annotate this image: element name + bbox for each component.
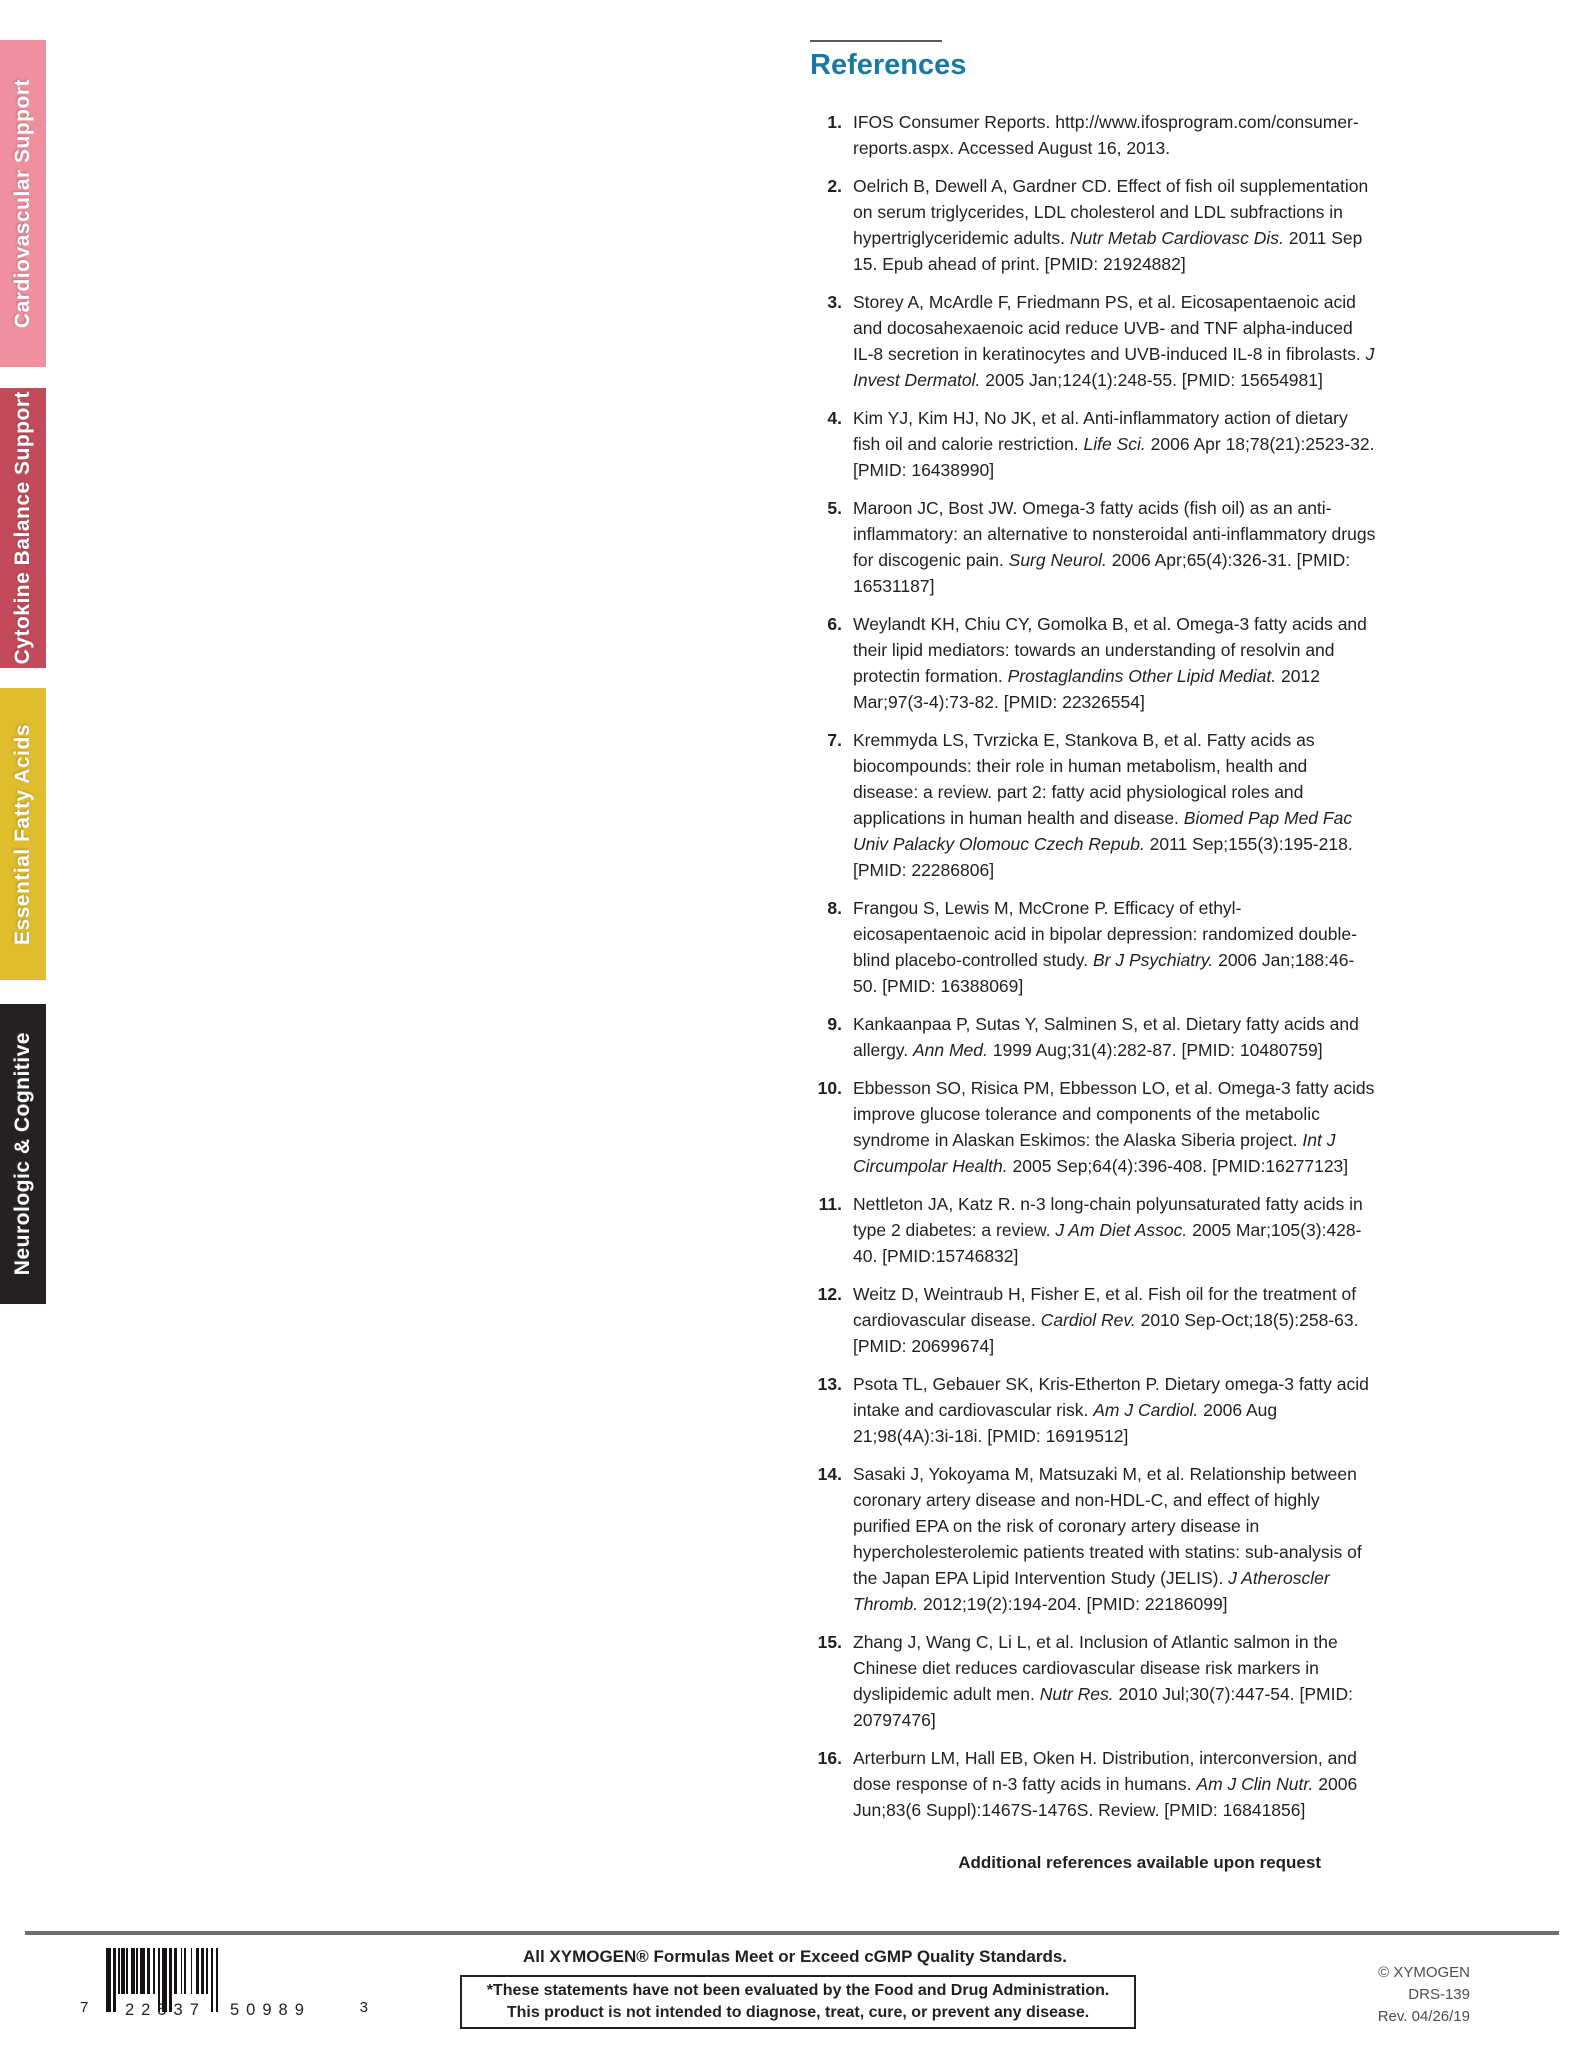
sidebar-tab-label: Cytokine Balance Support [11, 391, 34, 665]
reference-text: Sasaki J, Yokoyama M, Matsuzaki M, et al. Relationship between coronary artery disease and non-HDL-C, and effect of highly purified EPA on the risk of coronary artery disease in hypercholesterolemic patients treated with statins: sub-analysis of the Japan EPA Lipid Intervention Study (JELIS). J Atheroscler Thromb. 2012;19(2):194-204. [PMID: 22186099] [853, 1464, 1362, 1614]
reference-text: Ebbesson SO, Risica PM, Ebbesson LO, et al. Omega-3 fatty acids improve glucose tolerance and components of the metabolic syndrome in Alaskan Eskimos: the Alaska Siberia project. Int J Circumpolar Health. 2005 Sep;64(4):396-408. [PMID:16277123] [853, 1078, 1375, 1176]
reference-text: Weylandt KH, Chiu CY, Gomolka B, et al. Omega-3 fatty acids and their lipid mediators: towards an understanding of resolvin and protectin formation. Prostaglandins Other Lipid Mediat. 2012 Mar;97(3-4):73-82. [PMID: 22326554] [853, 614, 1367, 712]
reference-text: IFOS Consumer Reports. http://www.ifosprogram.com/consumer-reports.aspx. Accessed August 16, 2013. [853, 112, 1359, 158]
reference-text: Psota TL, Gebauer SK, Kris-Etherton P. Dietary omega-3 fatty acid intake and cardiovascular risk. Am J Cardiol. 2006 Aug 21;98(4A):3i-18i. [PMID: 16919512] [853, 1374, 1369, 1446]
reference-text: Oelrich B, Dewell A, Gardner CD. Effect of fish oil supplementation on serum triglycerides, LDL cholesterol and LDL subfractions in hypertriglyceridemic adults. Nutr Metab Cardiovasc Dis. 2011 Sep 15. Epub ahead of print. [PMID: 21924882] [853, 176, 1369, 274]
reference-text: Arterburn LM, Hall EB, Oken H. Distribution, interconversion, and dose response of n-3 fatty acids in humans. Am J Clin Nutr. 2006 Jun;83(6 Suppl):1467S-1476S. Review. [PMID: 16841856] [853, 1748, 1358, 1820]
reference-number: 3. [827, 292, 842, 312]
reference-text: Nettleton JA, Katz R. n-3 long-chain polyunsaturated fatty acids in type 2 diabetes: a review. J Am Diet Assoc. 2005 Mar;105(3):428-40. [PMID:15746832] [853, 1194, 1363, 1266]
barcode-left-digits: 22537 [125, 2001, 206, 2019]
reference-number: 1. [827, 112, 842, 132]
reference-number: 11. [818, 1194, 842, 1214]
reference-text: Maroon JC, Bost JW. Omega-3 fatty acids (fish oil) as an anti-inflammatory: an alternative to nonsteroidal anti-inflammatory drugs for discogenic pain. Surg Neurol. 2006 Apr;65(4):326-31. [PMID: 16531187] [853, 498, 1376, 596]
reference-text: Kim YJ, Kim HJ, No JK, et al. Anti-inflammatory action of dietary fish oil and calorie restriction. Life Sci. 2006 Apr 18;78(21):2523-32. [PMID: 16438990] [853, 408, 1375, 480]
reference-number: 15. [817, 1632, 842, 1652]
reference-text: Zhang J, Wang C, Li L, et al. Inclusion of Atlantic salmon in the Chinese diet reduces cardiovascular disease risk markers in dyslipidemic adult men. Nutr Res. 2010 Jul;30(7):447-54. [PMID: 20797476] [853, 1632, 1353, 1730]
barcode-trail-digit: 3 [359, 1999, 368, 2016]
footer-divider [25, 1931, 1559, 1935]
sidebar-tab-label: Neurologic & Cognitive [11, 1032, 34, 1276]
reference-text: Kremmyda LS, Tvrzicka E, Stankova B, et al. Fatty acids as biocompounds: their role in human metabolism, health and disease: a review. part 2: fatty acid physiological roles and applications in human health and disease. Biomed Pap Med Fac Univ Palacky Olomouc Czech Repub. 2011 Sep;155(3):195-218. [PMID: 22286806] [853, 730, 1353, 880]
fda-disclaimer-box [460, 1975, 1136, 2029]
reference-number: 12. [817, 1284, 842, 1304]
sidebar-tab-cardiovascular-support [0, 40, 46, 367]
sidebar-tab-cytokine-balance-support [0, 388, 46, 668]
reference-number: 13. [817, 1374, 842, 1394]
quality-statement: All XYMOGEN® Formulas Meet or Exceed cGMP Quality Standards. [522, 1947, 1068, 1966]
reference-number: 8. [827, 898, 842, 918]
copyright: © XYMOGEN [1378, 1964, 1470, 1981]
reference-text: Weitz D, Weintraub H, Fisher E, et al. Fish oil for the treatment of cardiovascular disease. Cardiol Rev. 2010 Sep-Oct;18(5):258-63. [PMID: 20699674] [853, 1284, 1359, 1356]
reference-text: Frangou S, Lewis M, McCrone P. Efficacy of ethyl-eicosapentaenoic acid in bipolar depression: randomized double-blind placebo-controlled study. Br J Psychiatry. 2006 Jan;188:46-50. [PMID: 16388069] [853, 898, 1357, 996]
references-section [810, 40, 1376, 1873]
references-list [810, 109, 1376, 1823]
fda-disclaimer-line2: This product is not intended to diagnose, treat, cure, or prevent any disease. [506, 2004, 1090, 2021]
references-title: References [810, 49, 967, 81]
reference-item [810, 1461, 1376, 1617]
reference-number: 4. [827, 408, 842, 428]
reference-item [810, 1745, 1376, 1823]
reference-item [810, 727, 1376, 883]
sidebar-tab-label: Essential Fatty Acids [11, 723, 34, 945]
reference-number: 7. [827, 730, 842, 750]
reference-number: 14. [817, 1464, 842, 1484]
document-code: DRS-139 [1408, 1986, 1470, 2003]
reference-item [810, 405, 1376, 483]
revision-date: Rev. 04/26/19 [1377, 2008, 1470, 2025]
reference-item [810, 1075, 1376, 1179]
sidebar-tab-label: Cardiovascular Support [11, 78, 34, 329]
reference-item [810, 173, 1376, 277]
additional-references-note: Additional references available upon request [958, 1853, 1321, 1872]
reference-item [810, 1011, 1376, 1063]
sidebar-tab-neurologic-cognitive [0, 1004, 46, 1304]
reference-item [810, 1191, 1376, 1269]
reference-number: 6. [827, 614, 842, 634]
reference-item [810, 1371, 1376, 1449]
reference-number: 10. [817, 1078, 842, 1098]
fda-disclaimer-line1: *These statements have not been evaluated by the Food and Drug Administration. [486, 1982, 1110, 1999]
reference-number: 2. [827, 176, 842, 196]
title-rule [810, 40, 942, 42]
reference-text: Kankaanpaa P, Sutas Y, Salminen S, et al. Dietary fatty acids and allergy. Ann Med. 1999 Aug;31(4):282-87. [PMID: 10480759] [853, 1014, 1359, 1060]
reference-item [810, 289, 1376, 393]
reference-text: Storey A, McArdle F, Friedmann PS, et al. Eicosapentaenoic acid and docosahexaenoic acid reduce UVB- and TNF alpha-induced IL-8 secretion in keratinocytes and UVB-induced IL-8 in fibrolasts. J Invest Dermatol. 2005 Jan;124(1):248-55. [PMID: 15654981] [853, 292, 1375, 390]
reference-item [810, 895, 1376, 999]
reference-item [810, 495, 1376, 599]
reference-number: 5. [827, 498, 842, 518]
reference-item [810, 611, 1376, 715]
upc-barcode [78, 1948, 370, 2018]
reference-item [810, 109, 1376, 161]
reference-number: 9. [827, 1014, 842, 1034]
barcode-right-digits: 50989 [230, 2001, 311, 2019]
document-info [1378, 1962, 1470, 2028]
reference-item [810, 1281, 1376, 1359]
sidebar-tab-essential-fatty-acids [0, 688, 46, 980]
barcode-lead-digit: 7 [80, 1999, 89, 2016]
reference-number: 16. [817, 1748, 842, 1768]
reference-item [810, 1629, 1376, 1733]
